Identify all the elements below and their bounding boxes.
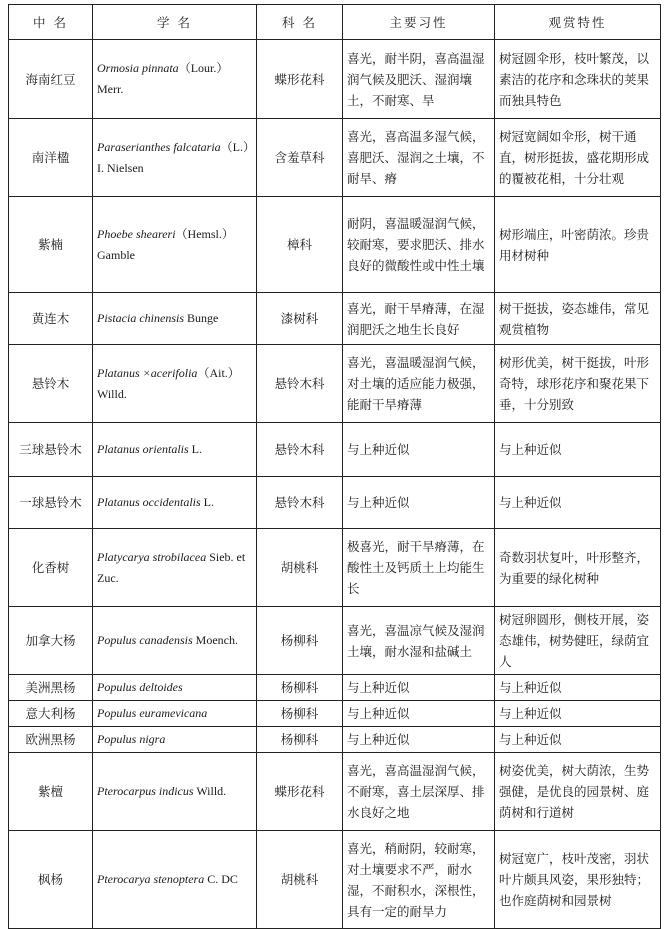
cell-cn-name: 三球悬铃木 <box>9 423 93 477</box>
table-row <box>9 477 661 529</box>
table-row <box>9 831 661 929</box>
header-habit: 主要习性 <box>343 5 495 40</box>
table-row <box>9 753 661 831</box>
header-cn-name: 中 名 <box>9 5 93 40</box>
cell-family: 悬铃木科 <box>257 477 343 529</box>
cell-sci-name: Ormosia pinnata（Lour.）Merr. <box>93 40 257 119</box>
cell-cn-name: 南洋楹 <box>9 119 93 197</box>
table-row <box>9 675 661 701</box>
cell-sci-name: Pterocarpus indicus Willd. <box>93 753 257 831</box>
cell-habit: 与上种近似 <box>343 423 495 477</box>
cell-family: 蝶形花科 <box>257 40 343 119</box>
cell-sci-name: Populus deltoides <box>93 675 257 701</box>
cell-sci-name: Paraserianthes falcataria（L.）I. Nielsen <box>93 119 257 197</box>
table-row <box>9 607 661 675</box>
cell-sci-name: Populus nigra <box>93 727 257 753</box>
cell-sci-name: Pistacia chinensis Bunge <box>93 293 257 345</box>
cell-ornamental: 奇数羽状复叶，叶形整齐，为重要的绿化树种 <box>495 529 661 607</box>
cell-ornamental: 树形优美，树干挺拔，叶形奇特，球形花序和聚花果下垂，十分别致 <box>495 345 661 423</box>
cell-ornamental: 树形端庄，叶密荫浓。珍贵用材树种 <box>495 197 661 293</box>
cell-family: 杨柳科 <box>257 727 343 753</box>
table-row <box>9 293 661 345</box>
cell-ornamental: 树姿优美，树大荫浓，生势强健，是优良的园景树、庭荫树和行道树 <box>495 753 661 831</box>
header-sci-name: 学 名 <box>93 5 257 40</box>
cell-habit: 喜光，喜高温多湿气候，喜肥沃、湿润之土壤，不耐旱、瘠 <box>343 119 495 197</box>
table-row <box>9 727 661 753</box>
header-family: 科 名 <box>257 5 343 40</box>
cell-habit: 与上种近似 <box>343 727 495 753</box>
cell-sci-name: Pterocarya stenoptera C. DC <box>93 831 257 929</box>
cell-cn-name: 紫檀 <box>9 753 93 831</box>
cell-habit: 与上种近似 <box>343 675 495 701</box>
cell-family: 蝶形花科 <box>257 753 343 831</box>
cell-cn-name: 美洲黑杨 <box>9 675 93 701</box>
cell-cn-name: 紫楠 <box>9 197 93 293</box>
cell-habit: 耐阴，喜温暖湿润气候，较耐寒，要求肥沃、排水良好的微酸性或中性土壤 <box>343 197 495 293</box>
table-row <box>9 197 661 293</box>
cell-sci-name: Platanus occidentalis L. <box>93 477 257 529</box>
cell-habit: 喜光，喜温凉气候及湿润土壤，耐水湿和盐碱土 <box>343 607 495 675</box>
cell-ornamental: 与上种近似 <box>495 477 661 529</box>
cell-cn-name: 海南红豆 <box>9 40 93 119</box>
cell-family: 杨柳科 <box>257 675 343 701</box>
cell-ornamental: 与上种近似 <box>495 727 661 753</box>
cell-family: 漆树科 <box>257 293 343 345</box>
cell-family: 杨柳科 <box>257 701 343 727</box>
cell-sci-name: Platycarya strobilacea Sieb. et Zuc. <box>93 529 257 607</box>
cell-cn-name: 加拿大杨 <box>9 607 93 675</box>
cell-sci-name: Populus canadensis Moench. <box>93 607 257 675</box>
cell-cn-name: 黄连木 <box>9 293 93 345</box>
cell-ornamental: 树干挺拔，姿态雄伟，常见观赏植物 <box>495 293 661 345</box>
cell-family: 胡桃科 <box>257 529 343 607</box>
cell-cn-name: 悬铃木 <box>9 345 93 423</box>
cell-ornamental: 树冠宽阔如伞形，树干通直，树形挺拔，盛花期形成的覆被花相，十分壮观 <box>495 119 661 197</box>
cell-sci-name: Populus euramevicana <box>93 701 257 727</box>
cell-family: 杨柳科 <box>257 607 343 675</box>
table-row <box>9 345 661 423</box>
cell-sci-name: Phoebe sheareri（Hemsl.）Gamble <box>93 197 257 293</box>
cell-ornamental: 树冠卵圆形，侧枝开展，姿态雄伟，树势健旺，绿荫宜人 <box>495 607 661 675</box>
cell-habit: 喜光，耐干旱瘠薄，在湿润肥沃之地生长良好 <box>343 293 495 345</box>
cell-ornamental: 树冠圆伞形，枝叶繁茂，以素洁的花序和念珠状的荚果而独具特色 <box>495 40 661 119</box>
cell-ornamental: 与上种近似 <box>495 423 661 477</box>
cell-sci-name: Platanus orientalis L. <box>93 423 257 477</box>
cell-cn-name: 化香树 <box>9 529 93 607</box>
cell-habit: 极喜光，耐干旱瘠薄，在酸性土及钙质土上均能生长 <box>343 529 495 607</box>
cell-habit: 喜光，稍耐阴，较耐寒，对土壤要求不严，耐水湿，不耐积水，深根性，具有一定的耐旱力 <box>343 831 495 929</box>
tree-species-table <box>8 4 661 929</box>
cell-family: 悬铃木科 <box>257 423 343 477</box>
cell-sci-name: Platanus ×acerifolia（Ait.）Willd. <box>93 345 257 423</box>
table-row <box>9 529 661 607</box>
cell-cn-name: 一球悬铃木 <box>9 477 93 529</box>
cell-ornamental: 与上种近似 <box>495 675 661 701</box>
cell-habit: 喜光，喜高温湿润气候，不耐寒，喜土层深厚、排水良好之地 <box>343 753 495 831</box>
cell-family: 悬铃木科 <box>257 345 343 423</box>
cell-family: 胡桃科 <box>257 831 343 929</box>
cell-habit: 与上种近似 <box>343 701 495 727</box>
cell-ornamental: 与上种近似 <box>495 701 661 727</box>
cell-family: 含羞草科 <box>257 119 343 197</box>
cell-habit: 喜光，耐半阴，喜高温湿润气候及肥沃、湿润壤土，不耐寒、旱 <box>343 40 495 119</box>
header-ornamental: 观赏特性 <box>495 5 661 40</box>
table-row <box>9 701 661 727</box>
cell-cn-name: 枫杨 <box>9 831 93 929</box>
cell-habit: 喜光，喜温暖湿润气候，对土壤的适应能力极强，能耐干旱瘠薄 <box>343 345 495 423</box>
cell-cn-name: 意大利杨 <box>9 701 93 727</box>
cell-cn-name: 欧洲黑杨 <box>9 727 93 753</box>
table-row <box>9 40 661 119</box>
header-row <box>9 5 661 40</box>
table-row <box>9 119 661 197</box>
table-row <box>9 423 661 477</box>
cell-habit: 与上种近似 <box>343 477 495 529</box>
cell-ornamental: 树冠宽广，枝叶茂密，羽状叶片颇具风姿，果形独特；也作庭荫树和园景树 <box>495 831 661 929</box>
page-content <box>8 4 660 929</box>
cell-family: 樟科 <box>257 197 343 293</box>
